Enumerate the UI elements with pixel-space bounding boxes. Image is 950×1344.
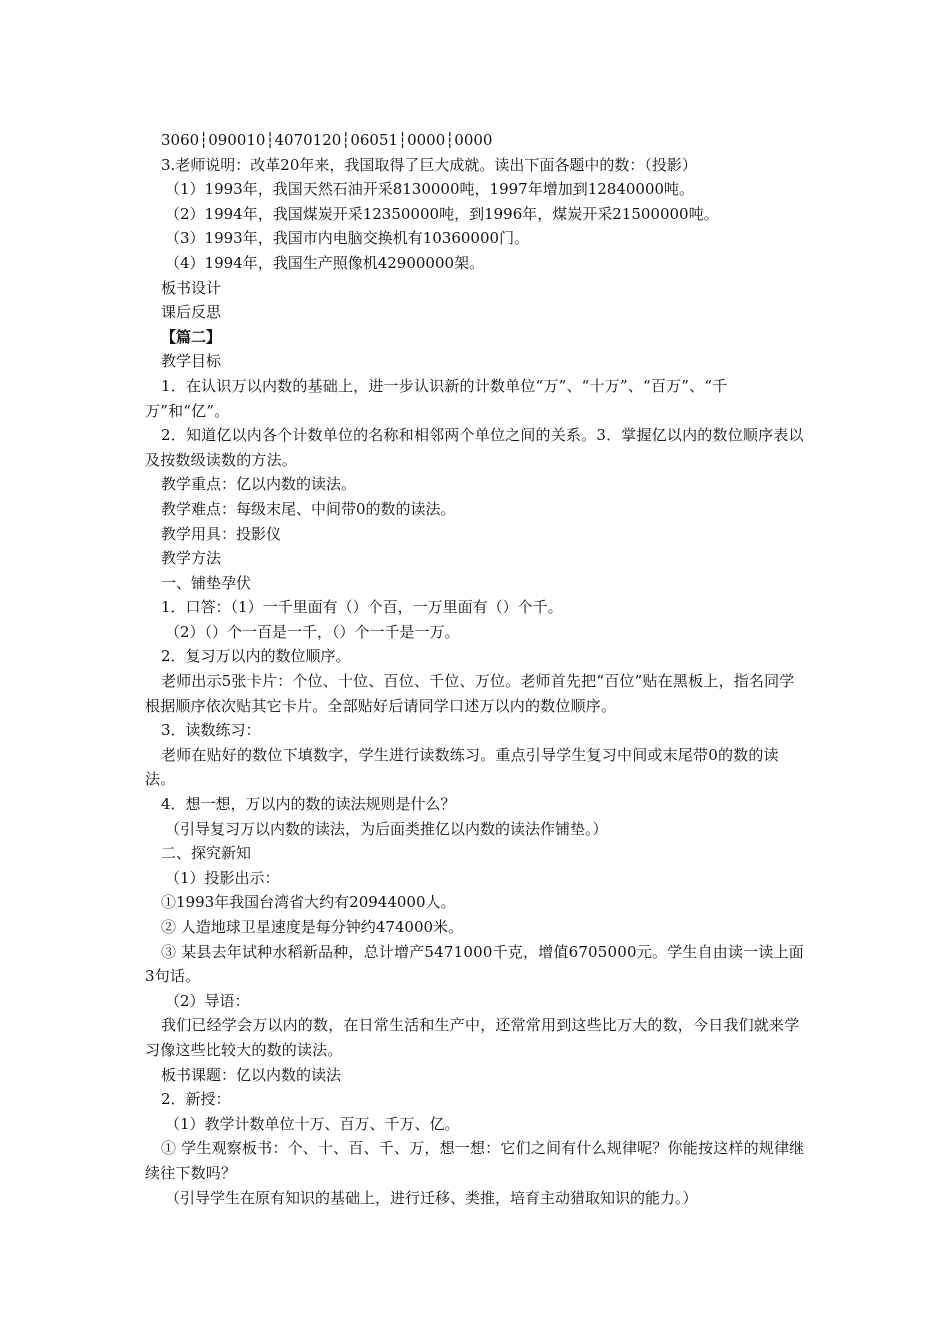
paragraph: 板书课题：亿以内数的读法 [161, 1065, 342, 1084]
number-sequence: 3060┆090010┆4070120┆06051┆0000┆0000 [161, 131, 493, 149]
section-title: 【篇二】 [161, 327, 222, 346]
paragraph: 2．新授： [161, 1090, 231, 1109]
list-item: ①1993年我国台湾省大约有20944000人。 [161, 893, 456, 912]
heading: 一、铺垫孕伏 [161, 573, 252, 592]
paragraph: 2．复习万以内的数位顺序。 [161, 647, 351, 666]
paragraph: （1）投影出示： [165, 868, 280, 887]
list-item: ② 人造地球卫星速度是每分钟约474000米。 [161, 918, 464, 936]
paragraph: （2）（）个一百是一千，（）个一千是一万。 [165, 622, 460, 641]
list-item: （2）1994年，我国煤炭开采12350000吨，到1996年，煤炭开采21500000吨。 [165, 204, 719, 223]
paragraph: 2．知道亿以内各个计数单位的名称和相邻两个单位之间的关系。3．掌握亿以内的数位顺序表以及按数级读数的方法。 [145, 426, 804, 469]
paragraph: （1）教学计数单位十万、百万、千万、亿。 [165, 1114, 460, 1133]
list-item: （3）1993年，我国市内电脑交换机有10360000门。 [165, 229, 530, 248]
paragraph: 1．在认识万以内数的基础上，进一步认识新的计数单位“万”、“十万”、“百万”、“千万”和“亿”。 [145, 376, 728, 420]
paragraph: ① 学生观察板书：个、十、百、千、万，想一想：它们之间有什么规律呢？你能按这样的规律继续往下数吗？ [145, 1139, 805, 1182]
paragraph: 老师在贴好的数位下填数字，学生进行读数练习。重点引导学生复习中间或末尾带0的数的读法。 [145, 745, 779, 789]
paragraph: 老师出示5张卡片：个位、十位、百位、千位、万位。老师首先把“百位”贴在黑板上，指名同学根据顺序依次贴其它卡片。全部贴好后请同学口述万以内的数位顺序。 [145, 672, 795, 715]
paragraph: （引导学生在原有知识的基础上，进行迁移、类推，培育主动猎取知识的能力。） [165, 1188, 698, 1207]
list-item: （1）1993年，我国天然石油开采8130000吨，1997年增加到12840000吨。 [165, 180, 695, 199]
heading: 教学方法 [161, 549, 222, 568]
list-item: ③ 某县去年试种水稻新品种，总计增产5471000千克，增值6705000元。学生自由读一读上面3句话。 [145, 942, 804, 986]
heading: 课后反思 [161, 303, 222, 322]
paragraph: 我们已经学会万以内的数，在日常生活和生产中，还常常用到这些比万大的数，今日我们就来学习像这些比较大的数的读法。 [145, 1016, 800, 1059]
paragraph: （引导复习万以内数的读法，为后面类推亿以内数的读法作铺垫。） [165, 819, 608, 838]
heading: 板书设计 [161, 278, 222, 297]
heading: 二、探究新知 [161, 844, 252, 863]
document-body [145, 128, 805, 1210]
paragraph: 教学重点：亿以内数的读法。 [161, 475, 357, 494]
paragraph: （2）导语： [165, 991, 250, 1010]
paragraph: 教学用具：投影仪 [161, 524, 282, 543]
heading: 教学目标 [161, 352, 222, 371]
paragraph: 4．想一想，万以内的数的读法规则是什么？ [161, 795, 456, 814]
paragraph: 1．口答：（1）一千里面有（）个百，一万里面有（）个千。 [161, 598, 563, 617]
list-item: （4）1994年，我国生产照像机42900000架。 [165, 253, 485, 272]
paragraph: 教学难点：每级末尾、中间带0的数的读法。 [161, 499, 456, 518]
paragraph: 3．读数练习： [161, 721, 261, 740]
paragraph: 3.老师说明：改革20年来，我国取得了巨大成就。读出下面各题中的数：（投影） [161, 155, 697, 174]
